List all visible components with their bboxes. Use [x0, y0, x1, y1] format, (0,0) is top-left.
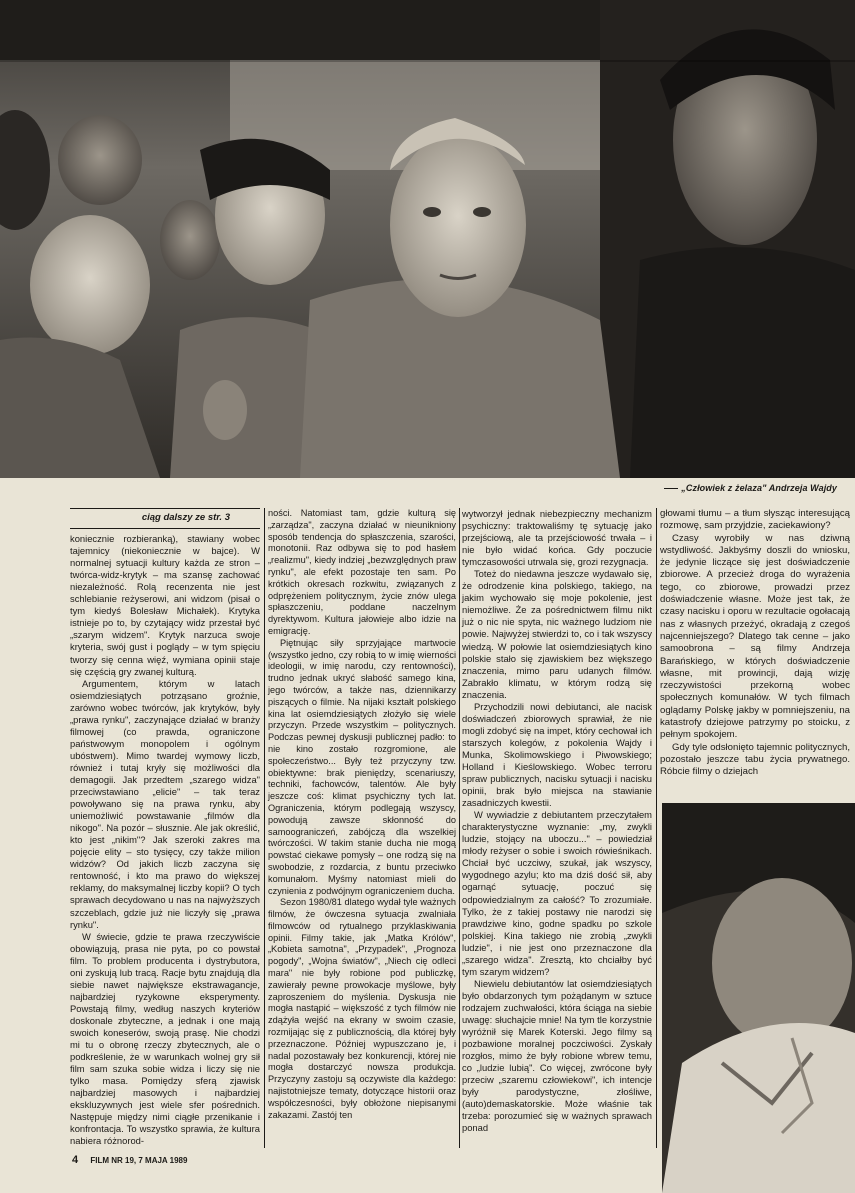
paragraph: Niewielu debiutantów lat osiemdziesiątych było obdarzonych tym pożądanym w sztuce rodzajem zuchwałości, która ściąga na siebie uwagę: słuchajcie mnie! Na tym tle korzystnie wyróżnił się Marek Koterski. Jego filmy są pozbawione moralnej poczciwości. Zyskały rozgłos, mimo że były robione wbrew temu, co „ludzie lubią". Co więcej, zwrócone były przeciw „szaremu człowiekowi", ich intencje były parodystyczne, złośliwe, (auto)demaskatorskie. Może właśnie tak trzeba: porozumieć się w ważnych sprawach ponad — [462, 977, 652, 1134]
paragraph: W świecie, gdzie te prawa rzeczywiście obowiązują, prasa nie pyta, po co powstał film. To problem producenta i dystrybutora, oni zyskują lub tracą. Racje bytu znajdują dla siebie nawet największe ekstrawagancje, najbardziej ryzykowne eksperymenty. Powstają filmy, według naszych kryteriów doskonale zbyteczne, a jednak i one mają swoich koneserów, swoją prasę. Nie chodzi mi tu o obronę rzeczy zbytecznych, ale o podkreślenie, że w warunkach wolnej gry sił film sam szuka sobie widza i liczy się nie tylko masa. Pomiędzy sferą zjawisk najbardziej masowych i najbardziej ekskluzywnych jest wiele sfer pośrednich. Następuje między nimi ciągłe przenikanie i konfrontacja. To wszystko sprawia, że kultura nabiera różnorod- — [70, 930, 260, 1147]
paragraph: Sezon 1980/81 dlatego wydał tyle ważnych filmów, że ówczesna sytuacja zwalniała filmowców od rytualnego przyklaskiwania opinii. Filmy takie, jak „Matka Królów", „Kobieta samotna", „Przypadek", „Prognoza pogody", „Wojna światów", „Niech cię odleci mara" nie były robione pod publiczkę, zawierały pewne prowokacje myślowe, były zaproszeniem do myślenia. Dyskusja nie mogła nastąpić – większość z tych filmów nie zdążyła wejść na ekrany w swoim czasie, rozmijając się z publicznością, dla której były przeznaczone. Później wypuszczano je, i nadal pozostawały bez konkurencji, której nie mogła dostarczyć nowsza produkcja. Przyczyny zastoju są oczywiste dla każdego: najistotniejsze tematy, dotyczące historii oraz współczesności, były obłożone niepisanymi zakazami. Zastój ten — [268, 897, 456, 1120]
paragraph: Argumentem, którym w latach osiemdziesiątych potrząsano groźnie, zarówno wobec twórców, jak krytyków, były „prawa rynku", zaczynające działać w branży filmowej (co prawda, ograniczone państwowym monopolem i ogólnym ubóstwem). Mimo twardej wymowy liczb, również i tutaj kryły się możliwości dla demagogii. Jak przedtem „szarego widza" przeciwstawiano „elicie" – tak teraz powoływano się na prawa rynku, aby uniemożliwić powstawanie „filmów dla nikogo". Na pozór – słusznie. Ale jak określić, kto jest „nikim"? Jak szeroki zakres ma pojęcie elity – sto tysięcy, czy także milion widzów? Od jakich liczb zaczyna się rentowność, i kto ma prawo do większej reklamy, do maksymalnej liczby kopii? O tych sprawach decydowano u nas na najwyższych szczeblach, gdzie już nie liczyły się „prawa rynku". — [70, 677, 260, 930]
caption-director: Andrzeja Wajdy — [768, 483, 837, 493]
article-column-2 — [268, 508, 456, 1121]
paragraph: W wywiadzie z debiutantem przeczytałem charakterystyczne wyznanie: „my, zwykli ludzie, stojący na uboczu..." – powiedział młody reżyser o sobie i swoich rówieśnikach. Chciał być uczciwy, szukał, jak wszyscy, wygodnego azylu; kto ma dziś dość sił, aby ogarnąć sytuację, poczuć się odpowiedzialnym za całość? To zrozumiałe. Tylko, że z takiej postawy nie narodzi się prawdziwe kino, godne spadku po szkole polskiej. Kina takiego nie zrobią „zwykli ludzie", i nie jest ono przeznaczone dla „szarego widza". Zresztą, kto chciałby być tym szarym widzem? — [462, 809, 652, 977]
article-column-4 — [660, 508, 850, 779]
film-still-illustration — [0, 0, 855, 478]
article-column-3 — [462, 508, 652, 1134]
paragraph: koniecznie rozbieranką), stawiany wobec tajemnicy (niekoniecznie w bajce). W normalnej sytuacji kultury każda ze stron – twórca-widz-krytyk – ma szansę zachować niezależność. Rolą recenzenta nie jest schlebianie reżyserowi, ani widzom (pisał o tym kiedyś Bolesław Michałek). Krytyka istnieje po to, by czytający widz przestał być „szarym widzem". Krytyk narzuca swoje kryteria, swój gust i poglądy – w tym spięciu tworzy się cenna więź, wymiana opinii staje się częścią gry zwanej kulturą. — [70, 533, 260, 677]
issue-info: FILM NR 19, 7 MAJA 1989 — [90, 1156, 188, 1165]
continuation-label: ciąg dalszy ze str. 3 — [70, 508, 260, 529]
caption-film-title: „Człowiek z żelaza" — [681, 483, 767, 493]
photo-caption — [664, 483, 837, 493]
column-rule — [264, 508, 265, 1148]
paragraph: głowami tłumu – a tłum słysząc interesującą rozmowę, sam przyjdzie, zaciekawiony? — [660, 508, 850, 532]
secondary-photo — [662, 803, 855, 1193]
secondary-photo-illustration — [662, 803, 855, 1193]
paragraph: Przychodzili nowi debiutanci, ale nacisk doświadczeń zbiorowych sprawiał, że nie mogli zdobyć się na impet, który cechował ich starszych kolegów, z pokolenia Wajdy i Munka, Skolimowskiego i Piwowskiego; Holland i Kieślowskiego. Wobec terroru spraw publicznych, nacisku sytuacji i nacisku opinii, brak było miejsca na stawianie zasadniczych kwestii. — [462, 700, 652, 809]
paragraph: Toteż do niedawna jeszcze wydawało się, że odrodzenie kina polskiego, takiego, na jakim wychowało się moje pokolenie, jest niemożliwe. Że za pośrednictwem filmu nikt już o nic nie spyta, nic ważnego ludziom nie powie. Najwyżej stwierdzi to, co i tak wszyscy wiedzą. W połowie lat osiemdziesiątych kino polskie stało się zjawiskiem bez większego znaczenia, mimo paru udanych filmów. Zabrakło klimatu, w którym rodzą się znaczenia. — [462, 568, 652, 700]
paragraph: Czasy wyrobiły w nas dziwną wstydliwość. Jakbyśmy doszli do wniosku, że jedynie liczące się jest doświadczenie zbiorowe. A przecież droga do wyrażenia tego, co zbiorowe, prowadzi przez doświadczenie własne. Może jest tak, że czasy nacisku i oporu w rezultacie ogołacają nas z własnych przeżyć, okradają z czegoś najcenniejszego? Dlatego tak cenne – jako samoobrona – są filmy Andrzeja Barańskiego, w których doświadczenie własne, mit prowincji, dają wizję rzeczywistości przekorną wobec społecznych komunałów. W tych filmach oglądamy Polskę jakby w pomniejszeniu, na katastrofy dziejowe patrzymy po stoicku, z pełnym spokojem. — [660, 532, 850, 741]
film-still-photo — [0, 0, 855, 478]
column-rule — [459, 508, 460, 1148]
article-column-1 — [70, 508, 260, 1147]
paragraph: Piętnując siły sprzyjające martwocie (wszystko jedno, czy robią to w imię wierności ideologii, w imię narodu, czy rentowności), trudno jednak ukryć słabość samego kina, jego twórców, a także nas, dziennikarzy piszących o filmie. Na nijaki kształt polskiego kina lat osiemdziesiątych złożyło się wiele przyczyn. Przede wszystkim – politycznych. Podczas pewnej dyskusji publicznej padło: to nie kino zostało rozgromione, ale społeczeństwo... Były też przyczyny tzw. obiektywne: brak pieniędzy, scenariuszy, techniki, fachowców, talentów. Ale były jeszcze coś: klimat psychiczny tych lat. Ograniczenia, którym podlegają wszyscy, powodują zawsze skłonność do samoograniczeń, zabójczą dla wszelkiej twórczości. W takim stanie ducha nie mogą powstać ciekawe pomysły – one rodzą się na swobodzie, z rozdarcia, z buntu przeciwko komunałom. Myśmy natomiast mieli do czynienia z podwójnym ograniczeniem ducha. — [268, 637, 456, 896]
column-rule — [656, 508, 657, 1148]
page-number: 4 — [72, 1154, 79, 1166]
paragraph: ności. Natomiast tam, gdzie kulturą się „zarządza", zaczyna działać w nieunikniony sposób tendencja do spłaszczenia, szarości, monotonii. Raz odbywa się to pod hasłem „realizmu", kiedy indziej „bezwzględnych praw rynku", ale efekt pozostaje ten sam. Po krótkich okresach rozkwitu, związanych z odprężeniem politycznym, życie znów ulega spłaszczeniu, poddane naczelnym dyrektywom. Kultura jałowieje albo idzie na emigrację. — [268, 508, 456, 636]
caption-dash — [664, 488, 678, 489]
paragraph: wytworzył jednak niebezpieczny mechanizm psychiczny: traktowaliśmy tę sytuację jako przejściową, ale ta przejściowość trwała – i nie było widać końca. Gdy poczucie tymczasowości utrwala się, grozi rezygnacja. — [462, 508, 652, 568]
page-footer — [72, 1154, 187, 1166]
paragraph: Gdy tyle odsłonięto tajemnic politycznych, pozostało jeszcze tabu życia prywatnego. Róbcie filmy o dziejach — [660, 741, 850, 778]
